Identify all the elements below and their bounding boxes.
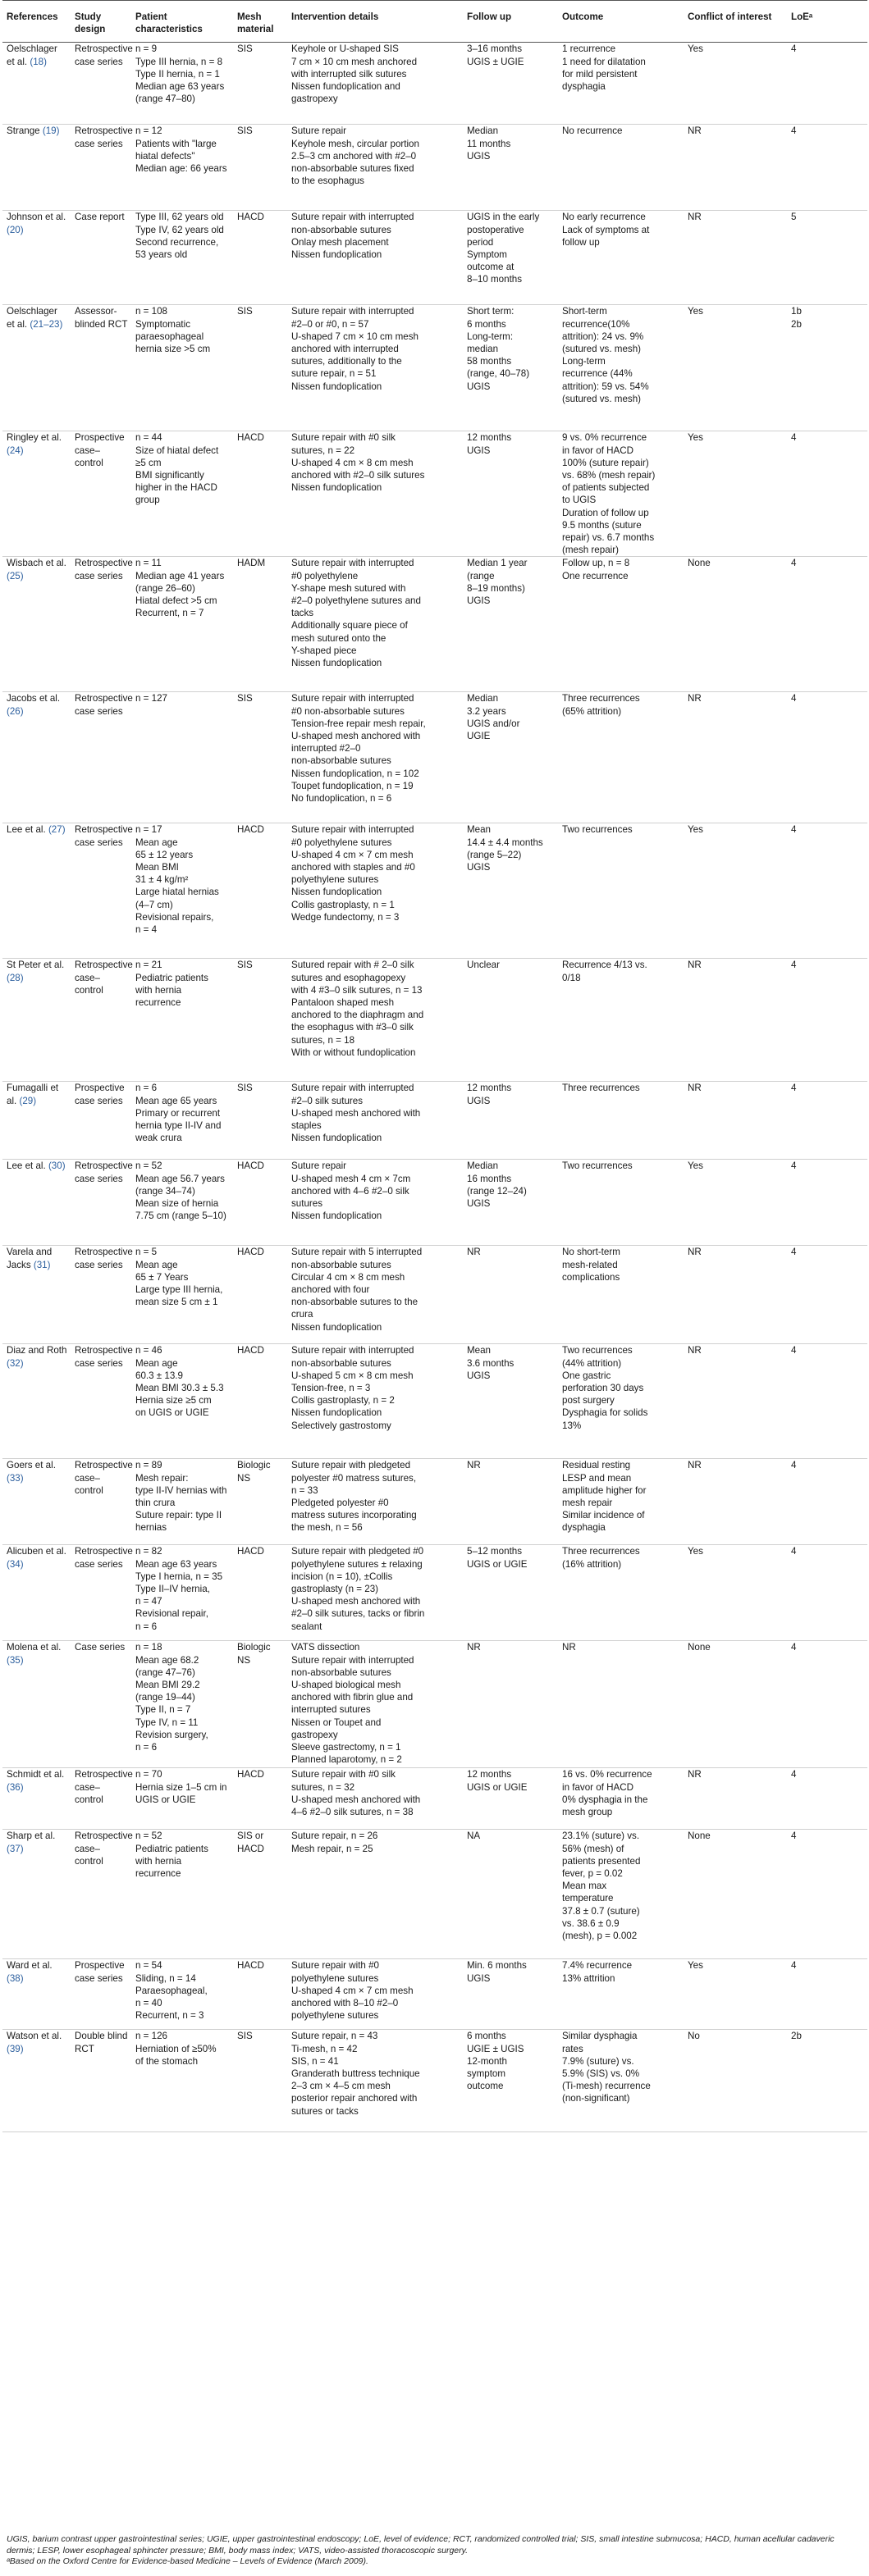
loe-cell: 4 bbox=[787, 1344, 867, 1459]
outcome-cell: No recurrence bbox=[558, 125, 684, 211]
table-header-row bbox=[2, 1, 867, 43]
patient-characteristics-cell: n = 18 Mean age 68.2 (range 47–76) Mean BMI 29.2 (range 19–44) Type II, n = 7 Type IV, n = 11 Revision surgery, n = 6 bbox=[131, 1641, 233, 1768]
study-design-cell: Case series bbox=[71, 1641, 131, 1768]
reference-cell bbox=[2, 1082, 71, 1160]
table-row bbox=[2, 2030, 867, 2132]
header-references: References bbox=[2, 1, 71, 43]
table-row bbox=[2, 1545, 867, 1641]
conflict-of-interest-cell: Yes bbox=[684, 823, 787, 959]
outcome-cell: 7.4% recurrence 13% attrition bbox=[558, 1959, 684, 2030]
reference-author: Diaz and Roth bbox=[7, 1345, 67, 1356]
loe-cell: 4 bbox=[787, 43, 867, 125]
table-body bbox=[2, 43, 867, 2132]
table-row bbox=[2, 1160, 867, 1246]
reference-cell bbox=[2, 823, 71, 959]
intervention-cell: Suture repair Keyhole mesh, circular portion 2.5–3 cm anchored with #2–0 non-absorbable sutures fixed to the esophagus bbox=[287, 125, 463, 211]
citation-link[interactable]: (20) bbox=[7, 224, 24, 235]
outcome-cell: Residual resting LESP and mean amplitude higher for mesh repair Similar incidence of dysphagia bbox=[558, 1459, 684, 1545]
outcome-cell: Two recurrences (44% attrition) One gastric perforation 30 days post surgery Dysphagia for solids 13% bbox=[558, 1344, 684, 1459]
outcome-cell: Follow up, n = 8 One recurrence bbox=[558, 557, 684, 692]
reference-cell bbox=[2, 1830, 71, 1959]
intervention-cell: Suture repair with pledgeted #0 polyethylene sutures ± relaxing incision (n = 10), ±Collis gastroplasty (n = 23) U-shaped mesh anchored with #2–0 silk sutures, tacks or fibrin sealant bbox=[287, 1545, 463, 1641]
table-row bbox=[2, 1344, 867, 1459]
table-row bbox=[2, 1830, 867, 1959]
conflict-of-interest-cell: NR bbox=[684, 1082, 787, 1160]
reference-author: Ringley et al. bbox=[7, 432, 62, 444]
header-follow-up: Follow up bbox=[463, 1, 558, 43]
loe-cell: 4 bbox=[787, 1768, 867, 1830]
follow-up-cell: Median 16 months (range 12–24) UGIS bbox=[463, 1160, 558, 1246]
citation-link[interactable]: (35) bbox=[7, 1654, 24, 1666]
study-design-cell: Retrospective case–control bbox=[71, 1459, 131, 1545]
patient-characteristics-cell: n = 89 Mesh repair: type II-IV hernias with thin crura Suture repair: type II hernias bbox=[131, 1459, 233, 1545]
table-row bbox=[2, 43, 867, 125]
patient-characteristics-cell: n = 11 Median age 41 years (range 26–60) Hiatal defect >5 cm Recurrent, n = 7 bbox=[131, 557, 233, 692]
conflict-of-interest-cell: Yes bbox=[684, 43, 787, 125]
reference-author: Johnson et al. bbox=[7, 212, 66, 223]
conflict-of-interest-cell: Yes bbox=[684, 1160, 787, 1246]
header-loe: LoEᵃ bbox=[787, 1, 867, 43]
reference-author: Fumagalli et al. bbox=[7, 1083, 59, 1106]
mesh-material-cell: HACD bbox=[233, 1344, 287, 1459]
citation-link[interactable]: (36) bbox=[7, 1781, 24, 1793]
citation-link[interactable]: (31) bbox=[33, 1259, 51, 1270]
mesh-material-cell: SIS bbox=[233, 43, 287, 125]
citation-link[interactable]: (30) bbox=[48, 1160, 66, 1172]
conflict-of-interest-cell: NR bbox=[684, 1459, 787, 1545]
follow-up-cell: 12 months UGIS bbox=[463, 1082, 558, 1160]
study-design-cell: Retrospective case–control bbox=[71, 1768, 131, 1830]
outcome-cell: Three recurrences (65% attrition) bbox=[558, 692, 684, 823]
study-design-cell: Double blind RCT bbox=[71, 2030, 131, 2132]
study-design-cell: Retrospective case series bbox=[71, 823, 131, 959]
study-design-cell: Assessor-blinded RCT bbox=[71, 305, 131, 431]
reference-author: Schmidt et al. bbox=[7, 1769, 65, 1780]
outcome-cell: Three recurrences (16% attrition) bbox=[558, 1545, 684, 1641]
header-study-design: Study design bbox=[71, 1, 131, 43]
table-row bbox=[2, 431, 867, 557]
loe-cell: 4 bbox=[787, 1082, 867, 1160]
table-row bbox=[2, 1641, 867, 1768]
conflict-of-interest-cell: No bbox=[684, 2030, 787, 2132]
reference-cell bbox=[2, 557, 71, 692]
citation-link[interactable]: (29) bbox=[19, 1095, 37, 1106]
intervention-cell: Suture repair with pledgeted polyester #0 matress sutures, n = 33 Pledgeted polyester #0 matress sutures incorporating the mesh, n = 56 bbox=[287, 1459, 463, 1545]
follow-up-cell: NR bbox=[463, 1246, 558, 1344]
reference-cell bbox=[2, 305, 71, 431]
follow-up-cell: Mean 14.4 ± 4.4 months (range 5–22) UGIS bbox=[463, 823, 558, 959]
patient-characteristics-cell: n = 52 Mean age 56.7 years (range 34–74) Mean size of hernia 7.75 cm (range 5–10) bbox=[131, 1160, 233, 1246]
study-design-cell: Retrospective case series bbox=[71, 125, 131, 211]
mesh-material-cell: SIS bbox=[233, 692, 287, 823]
reference-cell bbox=[2, 692, 71, 823]
patient-characteristics-cell: n = 54 Sliding, n = 14 Paraesophageal, n = 40 Recurrent, n = 3 bbox=[131, 1959, 233, 2030]
conflict-of-interest-cell: Yes bbox=[684, 305, 787, 431]
reference-author: Watson et al. bbox=[7, 2031, 62, 2042]
patient-characteristics-cell: n = 126 Herniation of ≥50% of the stomach bbox=[131, 2030, 233, 2132]
patient-characteristics-cell: n = 17 Mean age 65 ± 12 years Mean BMI 31 ± 4 kg/m² Large hiatal hernias (4–7 cm) Revisional repairs, n = 4 bbox=[131, 823, 233, 959]
reference-author: Molena et al. bbox=[7, 1642, 62, 1653]
patient-characteristics-cell: n = 82 Mean age 63 years Type I hernia, n = 35 Type II–IV hernia, n = 47 Revisional repair, n = 6 bbox=[131, 1545, 233, 1641]
outcome-cell: Similar dysphagia rates 7.9% (suture) vs. 5.9% (SIS) vs. 0% (Ti-mesh) recurrence (non-significant) bbox=[558, 2030, 684, 2132]
conflict-of-interest-cell: NR bbox=[684, 1246, 787, 1344]
patient-characteristics-cell: n = 52 Pediatric patients with hernia recurrence bbox=[131, 1830, 233, 1959]
loe-cell: 4 bbox=[787, 1459, 867, 1545]
intervention-cell: Suture repair with interrupted #0 non-absorbable sutures Tension-free repair mesh repair, U-shaped mesh anchored with interrupted #2–0 non-absorbable sutures Nissen fundoplication, n = 102 Toupet fundoplication, n = 19 No fundoplication, n = 6 bbox=[287, 692, 463, 823]
follow-up-cell: 12 months UGIS or UGIE bbox=[463, 1768, 558, 1830]
reference-author: Oelschlager et al. bbox=[7, 306, 57, 330]
reference-author: St Peter et al. bbox=[7, 960, 65, 971]
study-design-cell: Prospective case–control bbox=[71, 431, 131, 557]
outcome-cell: Two recurrences bbox=[558, 823, 684, 959]
reference-cell bbox=[2, 1459, 71, 1545]
follow-up-cell: 5–12 months UGIS or UGIE bbox=[463, 1545, 558, 1641]
loe-cell: 4 bbox=[787, 1545, 867, 1641]
citation-link[interactable]: (34) bbox=[7, 1558, 24, 1570]
loe-cell: 4 bbox=[787, 692, 867, 823]
outcome-cell: No early recurrence Lack of symptoms at follow up bbox=[558, 211, 684, 305]
intervention-cell: Suture repair with interrupted #0 polyethylene sutures U-shaped 4 cm × 7 cm mesh anchored with staples and #0 polyethylene sutures Nissen fundoplication Collis gastroplasty, n = 1 Wedge fundectomy, n = 3 bbox=[287, 823, 463, 959]
reference-author: Alicuben et al. bbox=[7, 1546, 66, 1557]
conflict-of-interest-cell: Yes bbox=[684, 431, 787, 557]
study-design-cell: Prospective case series bbox=[71, 1959, 131, 2030]
intervention-cell: Suture repair with interrupted non-absorbable sutures Onlay mesh placement Nissen fundoplication bbox=[287, 211, 463, 305]
follow-up-cell: NR bbox=[463, 1641, 558, 1768]
loe-cell: 4 bbox=[787, 1641, 867, 1768]
citation-link[interactable]: (26) bbox=[7, 705, 24, 717]
loe-cell: 5 bbox=[787, 211, 867, 305]
citation-link[interactable]: (28) bbox=[7, 972, 24, 983]
loe-footnote: ᵃBased on the Oxford Centre for Evidence-based Medicine – Levels of Evidence (March 2009). bbox=[7, 2556, 368, 2566]
study-design-cell: Retrospective case series bbox=[71, 1344, 131, 1459]
conflict-of-interest-cell: Yes bbox=[684, 1545, 787, 1641]
citation-link[interactable]: (19) bbox=[42, 125, 60, 137]
mesh-material-cell: SIS bbox=[233, 959, 287, 1082]
intervention-cell: Suture repair with 5 interrupted non-absorbable sutures Circular 4 cm × 8 cm mesh anchored with four non-absorbable sutures to the crura Nissen fundoplication bbox=[287, 1246, 463, 1344]
citation-link[interactable]: (33) bbox=[7, 1472, 24, 1484]
patient-characteristics-cell: n = 9 Type III hernia, n = 8 Type II hernia, n = 1 Median age 63 years (range 47–80) bbox=[131, 43, 233, 125]
header-conflict-of-interest: Conflict of interest bbox=[684, 1, 787, 43]
loe-cell: 4 bbox=[787, 1246, 867, 1344]
patient-characteristics-cell: n = 5 Mean age 65 ± 7 Years Large type III hernia, mean size 5 cm ± 1 bbox=[131, 1246, 233, 1344]
reference-cell bbox=[2, 1246, 71, 1344]
patient-characteristics-cell: n = 70 Hernia size 1–5 cm in UGIS or UGIE bbox=[131, 1768, 233, 1830]
citation-link[interactable]: (27) bbox=[48, 824, 66, 836]
intervention-cell: Suture repair with interrupted #0 polyethylene Y-shape mesh sutured with #2–0 polyethylene sutures and tacks Additionally square piece of mesh sutured onto the Y-shaped piece Nissen fundoplication bbox=[287, 557, 463, 692]
studies-table bbox=[2, 0, 867, 2132]
conflict-of-interest-cell: None bbox=[684, 557, 787, 692]
loe-cell: 4 bbox=[787, 557, 867, 692]
conflict-of-interest-cell: None bbox=[684, 1830, 787, 1959]
loe-cell: 4 bbox=[787, 823, 867, 959]
study-design-cell: Retrospective case series bbox=[71, 43, 131, 125]
intervention-cell: Suture repair, n = 26 Mesh repair, n = 25 bbox=[287, 1830, 463, 1959]
follow-up-cell: Min. 6 months UGIS bbox=[463, 1959, 558, 2030]
reference-author: Oelschlager et al. bbox=[7, 43, 57, 67]
reference-cell bbox=[2, 1641, 71, 1768]
mesh-material-cell: HACD bbox=[233, 1246, 287, 1344]
mesh-material-cell: Biologic NS bbox=[233, 1459, 287, 1545]
follow-up-cell: 12 months UGIS bbox=[463, 431, 558, 557]
conflict-of-interest-cell: NR bbox=[684, 959, 787, 1082]
mesh-material-cell: HACD bbox=[233, 1959, 287, 2030]
intervention-cell: Suture repair with interrupted #2–0 silk sutures U-shaped mesh anchored with staples Nissen fundoplication bbox=[287, 1082, 463, 1160]
patient-characteristics-cell: n = 44 Size of hiatal defect ≥5 cm BMI significantly higher in the HACD group bbox=[131, 431, 233, 557]
outcome-cell: 16 vs. 0% recurrence in favor of HACD 0% dysphagia in the mesh group bbox=[558, 1768, 684, 1830]
follow-up-cell: Median 11 months UGIS bbox=[463, 125, 558, 211]
reference-cell bbox=[2, 1545, 71, 1641]
outcome-cell: 9 vs. 0% recurrence in favor of HACD 100% (suture repair) vs. 68% (mesh repair) of patients subjected to UGIS Duration of follow up 9.5 months (suture repair) vs. 6.7 months (mesh repair) bbox=[558, 431, 684, 557]
reference-cell bbox=[2, 959, 71, 1082]
reference-cell bbox=[2, 431, 71, 557]
study-design-cell: Prospective case series bbox=[71, 1082, 131, 1160]
reference-cell bbox=[2, 1768, 71, 1830]
mesh-material-cell: HADM bbox=[233, 557, 287, 692]
abbreviations-footnote: UGIS, barium contrast upper gastrointestinal series; UGIE, upper gastrointestinal endoscopy; LoE, level of evidence; RCT, randomized controlled trial; SIS, small intestine submucosa; HACD, human acellular cadaveric dermis; LESP, lower esophageal sphincter pressure; BMI, body mass index; VATS, video-assisted thoracoscopic surgery. bbox=[7, 2534, 835, 2555]
reference-author: Jacobs et al. bbox=[7, 693, 61, 704]
study-design-cell: Retrospective case series bbox=[71, 1545, 131, 1641]
conflict-of-interest-cell: NR bbox=[684, 211, 787, 305]
citation-link[interactable]: (21–23) bbox=[30, 318, 63, 330]
follow-up-cell: NR bbox=[463, 1459, 558, 1545]
patient-characteristics-cell: n = 6 Mean age 65 years Primary or recurrent hernia type II-IV and weak crura bbox=[131, 1082, 233, 1160]
outcome-cell: Two recurrences bbox=[558, 1160, 684, 1246]
reference-author: Lee et al. bbox=[7, 1160, 46, 1172]
table-row bbox=[2, 1082, 867, 1160]
intervention-cell: VATS dissection Suture repair with interrupted non-absorbable sutures U-shaped biological mesh anchored with fibrin glue and interrupted sutures Nissen or Toupet and gastropexy Sleeve gastrectomy, n = 1 Planned laparotomy, n = 2 bbox=[287, 1641, 463, 1768]
intervention-cell: Suture repair, n = 43 Ti-mesh, n = 42 SIS, n = 41 Granderath buttress technique 2–3 cm × 4–5 cm mesh posterior repair anchored with sutures or tacks bbox=[287, 2030, 463, 2132]
follow-up-cell: Mean 3.6 months UGIS bbox=[463, 1344, 558, 1459]
table-row bbox=[2, 692, 867, 823]
patient-characteristics-cell: n = 108 Symptomatic paraesophageal hernia size >5 cm bbox=[131, 305, 233, 431]
outcome-cell: No short-term mesh-related complications bbox=[558, 1246, 684, 1344]
follow-up-cell: Median 3.2 years UGIS and/or UGIE bbox=[463, 692, 558, 823]
reference-author: Strange bbox=[7, 125, 40, 137]
table-row bbox=[2, 211, 867, 305]
mesh-material-cell: SIS or HACD bbox=[233, 1830, 287, 1959]
reference-author: Ward et al. bbox=[7, 1960, 53, 1972]
reference-author: Sharp et al. bbox=[7, 1831, 56, 1842]
follow-up-cell: UGIS in the early postoperative period Symptom outcome at 8–10 months bbox=[463, 211, 558, 305]
mesh-material-cell: HACD bbox=[233, 431, 287, 557]
table-row bbox=[2, 823, 867, 959]
study-design-cell: Retrospective case–control bbox=[71, 959, 131, 1082]
mesh-material-cell: SIS bbox=[233, 1082, 287, 1160]
study-design-cell: Retrospective case series bbox=[71, 557, 131, 692]
intervention-cell: Suture repair with #0 polyethylene sutures U-shaped 4 cm × 7 cm mesh anchored with 8–10 #2–0 polyethylene sutures bbox=[287, 1959, 463, 2030]
loe-cell: 4 bbox=[787, 431, 867, 557]
outcome-cell: NR bbox=[558, 1641, 684, 1768]
study-design-cell: Case report bbox=[71, 211, 131, 305]
reference-author: Wisbach et al. bbox=[7, 558, 66, 569]
study-design-cell: Retrospective case series bbox=[71, 692, 131, 823]
follow-up-cell: NA bbox=[463, 1830, 558, 1959]
reference-cell bbox=[2, 1160, 71, 1246]
reference-cell bbox=[2, 1344, 71, 1459]
follow-up-cell: Unclear bbox=[463, 959, 558, 1082]
mesh-material-cell: HACD bbox=[233, 823, 287, 959]
patient-characteristics-cell: Type III, 62 years old Type IV, 62 years old Second recurrence, 53 years old bbox=[131, 211, 233, 305]
mesh-material-cell: SIS bbox=[233, 125, 287, 211]
outcome-cell: Recurrence 4/13 vs. 0/18 bbox=[558, 959, 684, 1082]
outcome-cell: 1 recurrence 1 need for dilatation for mild persistent dysphagia bbox=[558, 43, 684, 125]
conflict-of-interest-cell: NR bbox=[684, 125, 787, 211]
study-design-cell: Retrospective case series bbox=[71, 1246, 131, 1344]
table-row bbox=[2, 125, 867, 211]
table-row bbox=[2, 959, 867, 1082]
patient-characteristics-cell: n = 12 Patients with "large hiatal defects" Median age: 66 years bbox=[131, 125, 233, 211]
follow-up-cell: Median 1 year (range 8–19 months) UGIS bbox=[463, 557, 558, 692]
citation-link[interactable]: (37) bbox=[7, 1843, 24, 1854]
conflict-of-interest-cell: NR bbox=[684, 692, 787, 823]
follow-up-cell: 3–16 months UGIS ± UGIE bbox=[463, 43, 558, 125]
mesh-material-cell: Biologic NS bbox=[233, 1641, 287, 1768]
reference-cell bbox=[2, 211, 71, 305]
header-patient-characteristics: Patient characteristics bbox=[131, 1, 233, 43]
mesh-material-cell: HACD bbox=[233, 211, 287, 305]
reference-author: Goers et al. bbox=[7, 1460, 56, 1471]
patient-characteristics-cell: n = 21 Pediatric patients with hernia recurrence bbox=[131, 959, 233, 1082]
conflict-of-interest-cell: Yes bbox=[684, 1959, 787, 2030]
study-design-cell: Retrospective case series bbox=[71, 1160, 131, 1246]
follow-up-cell: Short term: 6 months Long-term: median 58 months (range, 40–78) UGIS bbox=[463, 305, 558, 431]
intervention-cell: Sutured repair with # 2–0 silk sutures and esophagopexy with 4 #3–0 silk sutures, n = 13 Pantaloon shaped mesh anchored to the diaphragm and the esophagus with #3–0 silk sutures, n = 18 With or without fundoplication bbox=[287, 959, 463, 1082]
header-mesh-material: Mesh material bbox=[233, 1, 287, 43]
table-row bbox=[2, 1246, 867, 1344]
intervention-cell: Suture repair with interrupted non-absorbable sutures U-shaped 5 cm × 8 cm mesh Tension-free, n = 3 Collis gastroplasty, n = 2 Nissen fundoplication Selectively gastrostomy bbox=[287, 1344, 463, 1459]
table-row bbox=[2, 1459, 867, 1545]
table-row bbox=[2, 1959, 867, 2030]
header-intervention-details: Intervention details bbox=[287, 1, 463, 43]
table-row bbox=[2, 1768, 867, 1830]
mesh-material-cell: SIS bbox=[233, 2030, 287, 2132]
study-design-cell: Retrospective case–control bbox=[71, 1830, 131, 1959]
conflict-of-interest-cell: None bbox=[684, 1641, 787, 1768]
reference-author: Varela and Jacks bbox=[7, 1247, 53, 1270]
intervention-cell: Suture repair with interrupted #2–0 or #0, n = 57 U-shaped 7 cm × 10 cm mesh anchored with interrupted sutures, additionally to the suture repair, n = 51 Nissen fundoplication bbox=[287, 305, 463, 431]
intervention-cell: Suture repair with #0 silk sutures, n = 22 U-shaped 4 cm × 8 cm mesh anchored with #2–0 silk sutures Nissen fundoplication bbox=[287, 431, 463, 557]
intervention-cell: Keyhole or U-shaped SIS 7 cm × 10 cm mesh anchored with interrupted silk sutures Nissen fundoplication and gastropexy bbox=[287, 43, 463, 125]
patient-characteristics-cell: n = 46 Mean age 60.3 ± 13.9 Mean BMI 30.3 ± 5.3 Hernia size ≥5 cm on UGIS or UGIE bbox=[131, 1344, 233, 1459]
patient-characteristics-cell: n = 127 bbox=[131, 692, 233, 823]
intervention-cell: Suture repair U-shaped mesh 4 cm × 7cm anchored with 4–6 #2–0 silk sutures Nissen fundoplication bbox=[287, 1160, 463, 1246]
follow-up-cell: 6 months UGIE ± UGIS 12-month symptom outcome bbox=[463, 2030, 558, 2132]
table-footnotes bbox=[7, 2534, 860, 2568]
reference-cell bbox=[2, 125, 71, 211]
citation-link[interactable]: (32) bbox=[7, 1357, 24, 1369]
mesh-material-cell: HACD bbox=[233, 1160, 287, 1246]
table-row bbox=[2, 305, 867, 431]
mesh-material-cell: SIS bbox=[233, 305, 287, 431]
outcome-cell: Three recurrences bbox=[558, 1082, 684, 1160]
conflict-of-interest-cell: NR bbox=[684, 1768, 787, 1830]
loe-cell: 4 bbox=[787, 959, 867, 1082]
header-outcome: Outcome bbox=[558, 1, 684, 43]
reference-cell bbox=[2, 1959, 71, 2030]
outcome-cell: Short-term recurrence(10% attrition): 24 vs. 9% (sutured vs. mesh) Long-term recurrence (44% attrition): 59 vs. 54% (sutured vs. mesh) bbox=[558, 305, 684, 431]
reference-cell bbox=[2, 2030, 71, 2132]
mesh-material-cell: HACD bbox=[233, 1768, 287, 1830]
citation-link[interactable]: (25) bbox=[7, 570, 24, 581]
citation-link[interactable]: (18) bbox=[30, 56, 47, 67]
loe-cell: 4 bbox=[787, 1830, 867, 1959]
outcome-cell: 23.1% (suture) vs. 56% (mesh) of patients presented fever, p = 0.02 Mean max temperature 37.8 ± 0.7 (suture) vs. 38.6 ± 0.9 (mesh), p = 0.002 bbox=[558, 1830, 684, 1959]
reference-cell bbox=[2, 43, 71, 125]
loe-cell: 2b bbox=[787, 2030, 867, 2132]
conflict-of-interest-cell: NR bbox=[684, 1344, 787, 1459]
citation-link[interactable]: (39) bbox=[7, 2043, 24, 2054]
citation-link[interactable]: (38) bbox=[7, 1972, 24, 1984]
reference-author: Lee et al. bbox=[7, 824, 46, 836]
citation-link[interactable]: (24) bbox=[7, 445, 24, 456]
mesh-material-cell: HACD bbox=[233, 1545, 287, 1641]
loe-cell: 4 bbox=[787, 1160, 867, 1246]
loe-cell: 4 bbox=[787, 1959, 867, 2030]
loe-cell: 1b 2b bbox=[787, 305, 867, 431]
intervention-cell: Suture repair with #0 silk sutures, n = 32 U-shaped mesh anchored with 4–6 #2–0 silk sutures, n = 38 bbox=[287, 1768, 463, 1830]
table-row bbox=[2, 557, 867, 692]
loe-cell: 4 bbox=[787, 125, 867, 211]
